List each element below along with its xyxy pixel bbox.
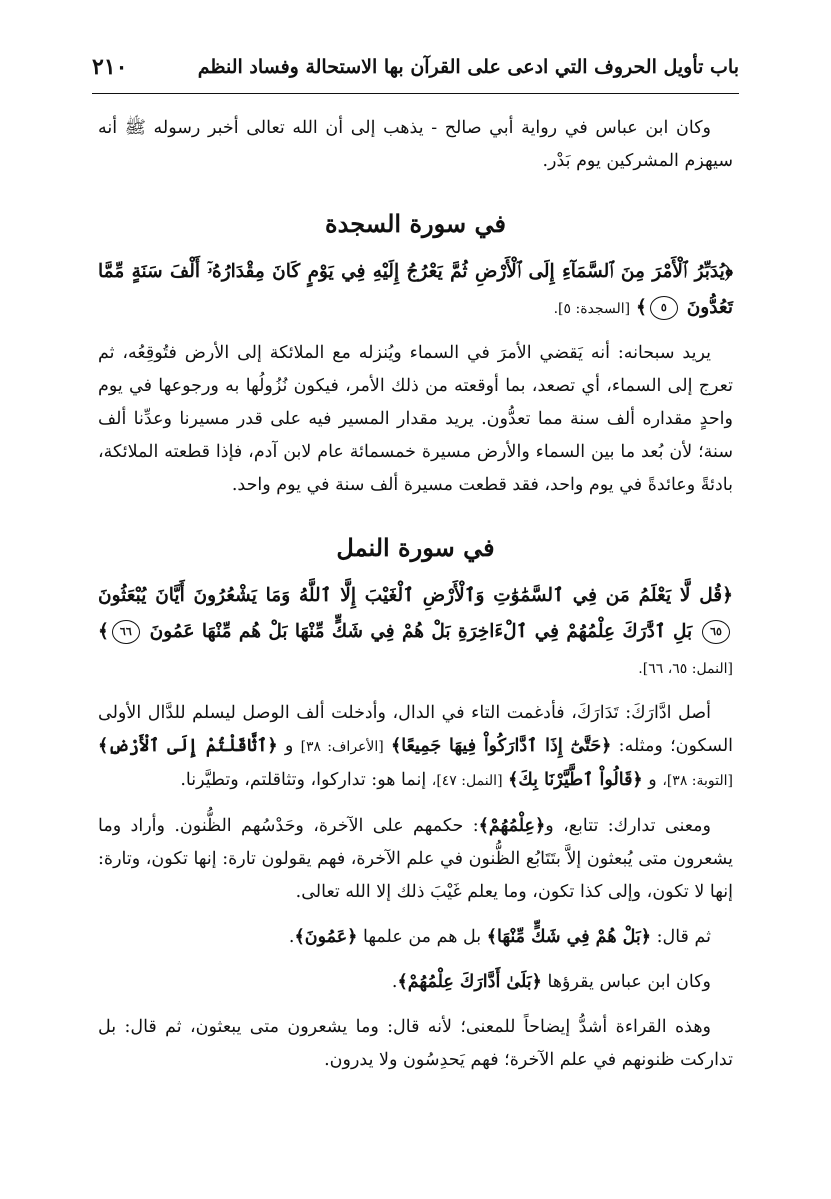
verse-close-bracket: ﴾ <box>635 297 647 318</box>
body-text: ثم قال: <box>656 927 711 947</box>
intro-paragraph: وكان ابن عباس في رواية أبي صالح - يذهب إلى أن الله تعالى أخبر رسوله ﷺ أنه سيهزم المشركين يوم بَدْر. <box>98 118 733 171</box>
verse-reference: [التوبة: ٣٨]، <box>662 773 733 789</box>
final-paragraph: وهذه القراءة أشدُّ إيضاحاً للمعنى؛ لأنه قال: وما يشعرون متى يبعثون، ثم قال: بل تداركت ظنونهم في علم الآخرة؛ فهم يَحدِسُون ولا يدرون. <box>98 1017 733 1070</box>
meaning-paragraph <box>98 810 733 909</box>
page-number: ٢١٠ <box>92 54 128 80</box>
verse-text: ﴿يُدَبِّرُ ٱلْأَمْرَ مِنَ ٱلسَّمَآءِ إِلَى ٱلْأَرْضِ ثُمَّ يَعْرُجُ إِلَيْهِ فِي يَوْمٍ كَانَ مِقْدَارُهُۥٓ أَلْفَ سَنَةٍ مِّمَّا تَعُدُّونَ <box>98 261 733 318</box>
body-text: أصل ادَّارَكَ: تَدَارَكَ، فأدغمت التاء في الدال، وأدخلت ألف الوصل ليسلم للدَّال الأولى السكون؛ ومثله: <box>98 703 734 756</box>
quran-quote: ﴿بَلْ هُمْ فِي شَكٍّ مِّنْهَا﴾ <box>486 927 652 947</box>
verse-close-bracket: ﴾ <box>98 621 109 642</box>
page-header <box>92 56 739 96</box>
body-text: . <box>391 972 398 992</box>
body-text: إنما هو: تداركوا، وتثاقلتم، وتطيَّرنا. <box>180 770 427 790</box>
verse-reference: [السجدة: ٥]. <box>553 301 631 317</box>
header-divider <box>92 93 739 94</box>
quran-quote: ﴿عَمُونَ﴾ <box>294 927 358 947</box>
section-heading-naml: في سورة النمل <box>336 533 495 562</box>
body-text: ومعنى تدارك: تتابع، و <box>545 816 712 836</box>
body-text: وكان ابن عباس يقرؤها <box>547 972 711 992</box>
verse-reference: [النمل: ٤٧]، <box>431 773 503 789</box>
body-text: : حكمهم على الآخرة، وحَدْسُهم الظُّنون. وأراد وما يشعرون متى يُبعثون إلاَّ بتَتَابُع الظُّنون في علم الآخرة، فهم يقولون تارة: إنها تكون، وتارة: إنها لا تكون، وإلى كذا تكون، وما يعلم غَيْبَ ذلك إلا الله تعالى. <box>98 816 733 902</box>
verse-text: ﴿قُل لَّا يَعْلَمُ مَن فِي ٱلسَّمَٰوَٰتِ وَٱلْأَرْضِ ٱلْغَيْبَ إِلَّا ٱللَّهُ وَمَا يَشْعُرُونَ أَيَّانَ يُبْعَثُونَ <box>98 585 733 606</box>
origin-paragraph <box>98 697 733 798</box>
section-heading-sajda: في سورة السجدة <box>325 209 506 238</box>
quran-quote: ﴿بَلَىٰ أَدَّارَكَ عِلْمُهُمْ﴾ <box>397 972 542 992</box>
body-text: . <box>288 927 295 947</box>
verse-text: بَلِ ٱدَّٰرَكَ عِلْمُهُمْ فِي ٱلْءَاخِرَةِ بَلْ هُمْ فِي شَكٍّ مِّنْهَا بَلْ هُم مِّنْهَا عَمُونَ <box>149 621 693 642</box>
quran-verse-naml <box>98 578 733 687</box>
body-text: و <box>284 736 294 756</box>
quran-quote: ﴿عِلْمُهُمْ﴾ <box>478 816 546 836</box>
quran-quote: ﴿ٱثَّاقَلْتُمْ إِلَى ٱلْأَرْضِ﴾ <box>98 736 278 756</box>
body-text: بل هم من علمها <box>363 927 482 947</box>
body-text: و <box>648 770 657 790</box>
ayah-number-marker: ٦٥ <box>702 620 730 644</box>
quran-quote: ﴿قَالُواْ ٱطَّيَّرْنَا بِكَ﴾ <box>508 770 643 790</box>
verse-reference: [الأعراف: ٣٨] <box>300 739 384 755</box>
ayah-number-marker: ٦٦ <box>112 620 140 644</box>
quran-verse-sajda <box>98 254 733 327</box>
verse-reference: [النمل: ٦٥، ٦٦]. <box>638 661 733 677</box>
commentary-sajda: يريد سبحانه: أنه يَقضي الأمرَ في السماء ويُنزله مع الملائكة إلى الأرض فتُوقِعُه، ثم تعرج إلى السماء، أي تصعد، بما أوقعته من ذلك الأمر، فيكون نُزُولُها به ورجوعها في يوم واحدٍ مقداره ألف سنة مما تعدُّون. يريد مقدار المسير فيه على قدر مسيرنا وعدِّنا ألف سنة؛ لأن بُعد ما بين السماء والأرض مسيرة خمسمائة عام لابن آدم، فإذا قطعته الملائكة، بادئةً وعائدةً في يوم واحد، فقد قطعت مسيرة ألف سنة في يوم واحد. <box>98 343 733 495</box>
ayah-number-marker: ٥ <box>650 296 678 320</box>
then-said-paragraph <box>98 921 733 954</box>
running-title: باب تأويل الحروف التي ادعى على القرآن بها الاستحالة وفساد النظم <box>197 56 739 78</box>
page-body <box>98 112 733 1089</box>
ibn-abbas-paragraph <box>98 966 733 999</box>
quran-quote: ﴿حَتَّىٰٓ إِذَا ٱدَّارَكُواْ فِيهَا جَمِيعًا﴾ <box>391 736 612 756</box>
